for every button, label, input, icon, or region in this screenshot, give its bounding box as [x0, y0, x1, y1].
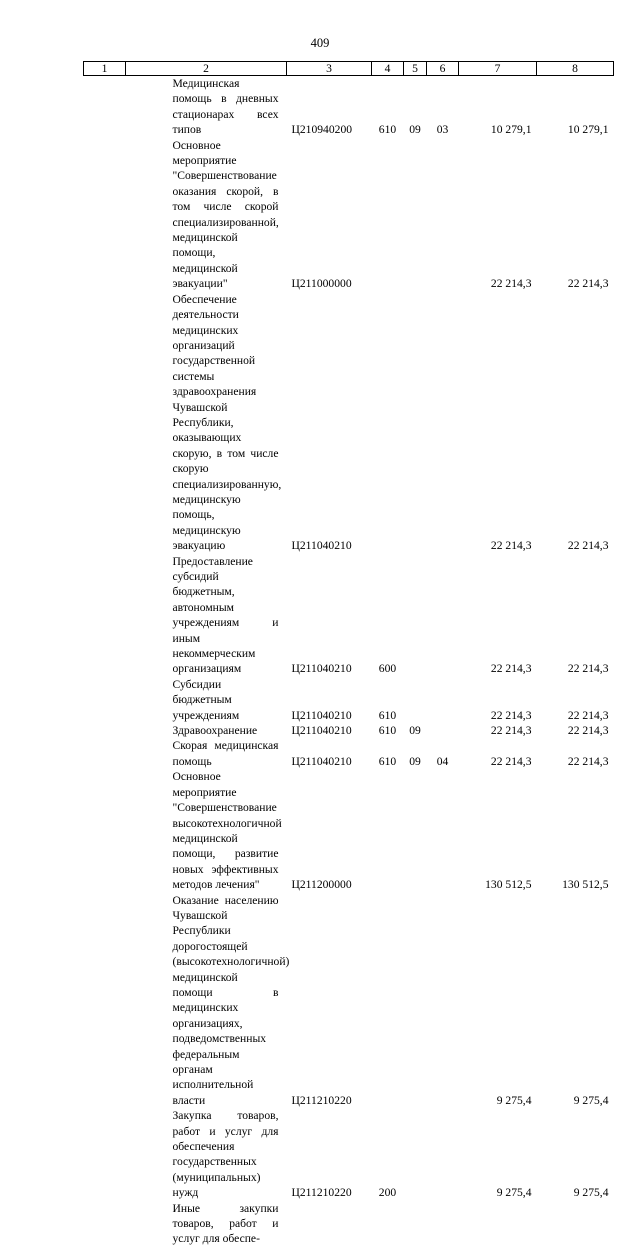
section-code: 09: [409, 123, 421, 137]
item-name: Оказание населению Чувашской Республики дорогостоящей (высокотехнологичной) медицинской помощи в медицинских организациях, подведомственных федеральным органам исполнительной власти: [172, 893, 290, 1107]
amount-col-7: 130 512,5: [485, 878, 532, 892]
item-name: Субсидии бюджетным учреждениям: [172, 677, 240, 722]
amount-col-8: 22 214,3: [567, 662, 609, 676]
table-row: [84, 677, 614, 723]
budget-code: [287, 1201, 372, 1247]
page-number: 409: [310, 36, 330, 50]
budget-code: Ц211210220: [291, 1186, 352, 1200]
expense-type: 600: [378, 662, 397, 676]
column-1-cell: [84, 893, 126, 1109]
amount-col-7: 9 275,4: [496, 1093, 532, 1107]
section-code: [404, 769, 427, 892]
amount-col-7: 9 275,4: [496, 1186, 532, 1200]
subsection-code: [427, 677, 459, 723]
table-row: [84, 76, 614, 138]
item-name: Здравоохранение: [172, 724, 258, 738]
budget-code: Ц211200000: [291, 878, 352, 892]
subsection-code: [427, 1201, 459, 1247]
table-row: [84, 769, 614, 892]
amount-col-8: 9 275,4: [573, 1186, 609, 1200]
subsection-code: [427, 769, 459, 892]
subsection-code: 04: [436, 754, 449, 768]
subsection-code: [427, 1108, 459, 1200]
item-name: Скорая медицинская помощь: [172, 739, 279, 768]
subsection-code: [427, 138, 459, 292]
amount-col-7: 10 279,1: [490, 123, 532, 137]
expense-type: 610: [378, 754, 397, 768]
expense-type: [372, 893, 404, 1109]
table-row: [84, 893, 614, 1109]
column-1-cell: [84, 554, 126, 677]
table-row: [84, 1108, 614, 1200]
amount-col-7: 22 214,3: [490, 277, 532, 291]
budget-code: Ц211040210: [291, 708, 352, 722]
expense-type: [372, 1201, 404, 1247]
amount-col-8: 22 214,3: [567, 277, 609, 291]
expense-type: 200: [378, 1186, 397, 1200]
section-code: [404, 554, 427, 677]
amount-col-7: 22 214,3: [490, 539, 532, 553]
expense-type: 610: [378, 123, 397, 137]
column-1-cell: [84, 292, 126, 554]
item-name: Основное мероприятие "Совершенствование оказания скорой, в том числе скорой специализированной, медицинской помощи, медицинской эвакуации": [172, 138, 279, 291]
item-name: Обеспечение деятельности медицинских организаций государственной системы здравоохранения Чувашской Республики, оказывающих скорую, в том числе скорую специализированную, медицинскую помощь, медицинскую эвакуацию: [172, 292, 282, 553]
column-1-cell: [84, 1201, 126, 1247]
column-1-cell: [84, 738, 126, 769]
amount-col-8: 22 214,3: [567, 539, 609, 553]
budget-code: Ц211040210: [291, 539, 352, 553]
item-name: Медицинская помощь в дневных стационарах всех типов: [172, 77, 279, 137]
amount-col-8: [537, 1201, 614, 1247]
item-name: Закупка товаров, работ и услуг для обеспечения государственных (муниципальных) нужд: [172, 1109, 279, 1200]
item-name: Основное мероприятие "Совершенствование высокотехнологичной медицинской помощи, развитие новых эффективных методов лечения": [172, 770, 282, 892]
table-row: [84, 292, 614, 554]
column-1-cell: [84, 769, 126, 892]
amount-col-8: 22 214,3: [567, 708, 609, 722]
column-header-row: [84, 62, 614, 76]
expense-type: [372, 769, 404, 892]
amount-col-8: 9 275,4: [573, 1093, 609, 1107]
column-header: 5: [404, 62, 427, 76]
amount-col-7: 22 214,3: [490, 754, 532, 768]
budget-code: Ц211040210: [291, 724, 352, 738]
table-row: [84, 554, 614, 677]
column-1-cell: [84, 138, 126, 292]
column-header: 8: [537, 62, 614, 76]
expense-type: 610: [378, 708, 397, 722]
budget-code: Ц211040210: [291, 662, 352, 676]
subsection-code: [427, 292, 459, 554]
amount-col-8: 130 512,5: [562, 878, 609, 892]
budget-code: Ц211000000: [291, 277, 352, 291]
table-row: [84, 738, 614, 769]
table-row: [84, 138, 614, 292]
amount-col-8: 10 279,1: [567, 123, 609, 137]
section-code: [404, 1108, 427, 1200]
amount-col-7: 22 214,3: [490, 724, 532, 738]
amount-col-8: 22 214,3: [567, 724, 609, 738]
column-header: 3: [287, 62, 372, 76]
column-1-cell: [84, 677, 126, 723]
section-code: [404, 1201, 427, 1247]
column-1-cell: [84, 76, 126, 138]
section-code: 09: [409, 724, 421, 738]
column-header: 7: [459, 62, 537, 76]
expense-type: [372, 138, 404, 292]
subsection-code: [427, 893, 459, 1109]
budget-code: Ц210940200: [291, 123, 353, 137]
section-code: [404, 292, 427, 554]
amount-col-8: 22 214,3: [567, 754, 609, 768]
column-header: 2: [126, 62, 287, 76]
section-code: [404, 893, 427, 1109]
column-header: 6: [427, 62, 459, 76]
budget-table: [83, 61, 614, 1247]
column-header: 1: [84, 62, 126, 76]
expense-type: [372, 292, 404, 554]
section-code: 09: [409, 754, 421, 768]
amount-col-7: 22 214,3: [490, 708, 532, 722]
subsection-code: [427, 723, 459, 738]
table-row: [84, 723, 614, 738]
section-code: [404, 677, 427, 723]
subsection-code: [427, 554, 459, 677]
amount-col-7: 22 214,3: [490, 662, 532, 676]
budget-code: Ц211210220: [291, 1093, 352, 1107]
column-1-cell: [84, 1108, 126, 1200]
column-header: 4: [372, 62, 404, 76]
subsection-code: 03: [436, 123, 449, 137]
expense-type: 610: [378, 724, 397, 738]
item-name: Иные закупки товаров, работ и услуг для обеспе-: [172, 1201, 279, 1246]
item-name: Предоставление субсидий бюджетным, автономным учреждениям и иным некоммерческим организациям: [172, 554, 279, 676]
table-row: [84, 1201, 614, 1247]
section-code: [404, 138, 427, 292]
budget-code: Ц211040210: [291, 754, 352, 768]
amount-col-7: [459, 1201, 537, 1247]
column-1-cell: [84, 723, 126, 738]
